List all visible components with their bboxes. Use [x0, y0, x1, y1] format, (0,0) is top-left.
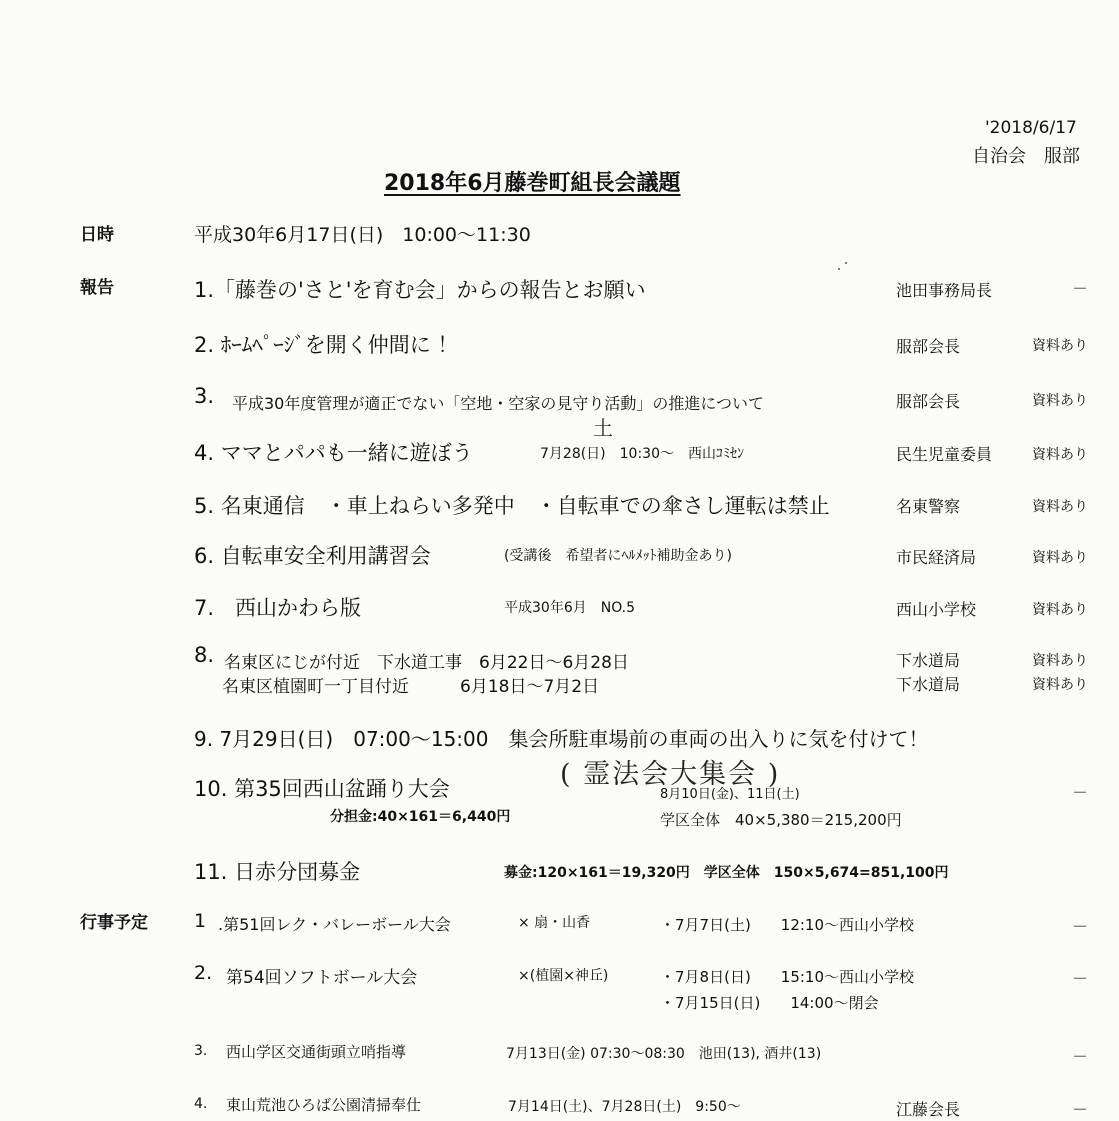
report-item-dates: 8月10日(金)、11日(土)	[660, 787, 800, 802]
report-item-text: 7. 西山かわら版	[194, 596, 362, 620]
event-item-when: ・7月8日(日) 15:10～西山小学校	[660, 968, 915, 986]
header-org: 自治会 服部	[972, 146, 1080, 167]
event-item-num: 1	[194, 910, 207, 932]
report-item-text: 名東区にじが付近 下水道工事 6月22日～6月28日	[224, 653, 629, 673]
report-item-district: 学区全体 40×5,380＝215,200円	[660, 811, 902, 829]
report-item-note: 資料あり	[1032, 499, 1088, 515]
datetime-label: 日時	[80, 225, 114, 245]
report-item-note: 資料あり	[1032, 338, 1088, 354]
report-item-share: 分担金:40×161＝6,440円	[330, 809, 511, 825]
handwritten-correction: 土	[593, 416, 615, 440]
report-item-donation: 募金:120×161＝19,320円 学区全体 150×5,674=851,100円	[504, 865, 949, 881]
report-item-note-2: 資料あり	[1032, 677, 1088, 693]
report-item-num: 3.	[194, 384, 215, 408]
event-item-num: 3.	[194, 1043, 208, 1059]
report-item-note: 資料あり	[1032, 653, 1088, 669]
report-item-note: 資料あり	[1032, 550, 1088, 566]
report-item-who: 市民経済局	[896, 548, 977, 567]
report-item-who: 下水道局	[896, 651, 961, 670]
event-item-num: 2.	[194, 962, 213, 984]
report-item-detail: (受講後 希望者にﾍﾙﾒｯﾄ補助金あり)	[504, 548, 732, 564]
report-item-text: 6. 自転車安全利用講習会	[194, 544, 431, 568]
report-item-text: 10. 第35回西山盆踊り大会	[194, 777, 450, 801]
report-item-detail: 7月28(日) 10:30～ 西山ｺﾐｾﾝ	[540, 446, 744, 462]
report-item-note: 資料あり	[1032, 393, 1088, 409]
report-item-text: 4. ママとパパも一緒に遊ぼう	[194, 441, 473, 465]
report-item-who: 服部会長	[896, 337, 961, 356]
report-item-note: －	[1072, 279, 1089, 298]
event-item-note: －	[1072, 969, 1089, 988]
event-item-text: 西山学区交通街頭立哨指導	[226, 1043, 407, 1061]
datetime-value: 平成30年6月17日(日) 10:00～11:30	[194, 224, 531, 246]
event-item-num: 4.	[194, 1096, 208, 1112]
report-item-text: 9. 7月29日(日) 07:00～15:00 集会所駐車場前の車両の出入りに気を付けて！	[194, 727, 929, 751]
report-item-note: －	[1072, 783, 1089, 802]
report-item-text-2: 名東区植園町一丁目付近 6月18日～7月2日	[222, 677, 600, 697]
event-item-teams: × 扇・山香	[518, 915, 591, 931]
event-item-when-2: ・7月15日(日) 14:00～閉会	[660, 994, 879, 1012]
event-item-text: 第54回ソフトボール大会	[226, 968, 418, 988]
report-item-who: 名東警察	[896, 497, 961, 516]
report-item-who: 池田事務局長	[896, 281, 993, 300]
report-item-who: 服部会長	[896, 392, 961, 411]
header-date: '2018/6/17	[985, 118, 1077, 138]
event-item-teams: ×(植園×神丘)	[518, 968, 609, 984]
report-label: 報告	[80, 278, 114, 298]
event-item-when: 7月14日(土)、7月28日(土) 9:50～	[508, 1099, 741, 1115]
report-item-text: 5. 名東通信 ・車上ねらい多発中 ・自転車での傘さし運転は禁止	[194, 494, 830, 518]
report-item-text: 2. ﾎｰﾑﾍﾟｰｼﾞを開く仲間に ！	[194, 333, 459, 357]
report-item-who: 民生児童委員	[896, 445, 993, 464]
report-item-num: 8.	[194, 643, 215, 667]
report-item-note: 資料あり	[1032, 602, 1088, 618]
event-item-text: 東山荒池ひろば公園清掃奉仕	[226, 1096, 422, 1114]
report-item-who: 西山小学校	[896, 600, 977, 619]
scan-speck	[838, 268, 840, 270]
events-label: 行事予定	[80, 913, 148, 933]
event-item-note: －	[1072, 917, 1089, 936]
event-item-when: 7月13日(金) 07:30～08:30 池田(13), 酒井(13)	[506, 1046, 822, 1062]
handwritten-annotation: ( 霊法会大集会 )	[560, 759, 781, 790]
event-item-who: 江藤会長	[896, 1100, 961, 1119]
event-item-text: .第51回レク・バレーボール大会	[218, 915, 451, 934]
event-item-note: －	[1072, 1047, 1089, 1066]
report-item-text: 11. 日赤分団募金	[194, 860, 361, 884]
report-item-note: 資料あり	[1032, 447, 1088, 463]
report-item-detail: 平成30年6月 NO.5	[504, 600, 636, 616]
report-item-who-2: 下水道局	[896, 675, 961, 694]
scan-speck	[845, 262, 847, 264]
report-item-text: 1.「藤巻の'さと'を育む会」からの報告とお願い	[194, 278, 646, 302]
page-title: 2018年6月藤巻町組長会議題	[384, 171, 681, 196]
event-item-when: ・7月7日(土) 12:10～西山小学校	[660, 916, 915, 934]
event-item-note: －	[1072, 1100, 1089, 1119]
report-item-text: 平成30年度管理が適正でない「空地・空家の見守り活動」の推進について	[232, 394, 765, 413]
